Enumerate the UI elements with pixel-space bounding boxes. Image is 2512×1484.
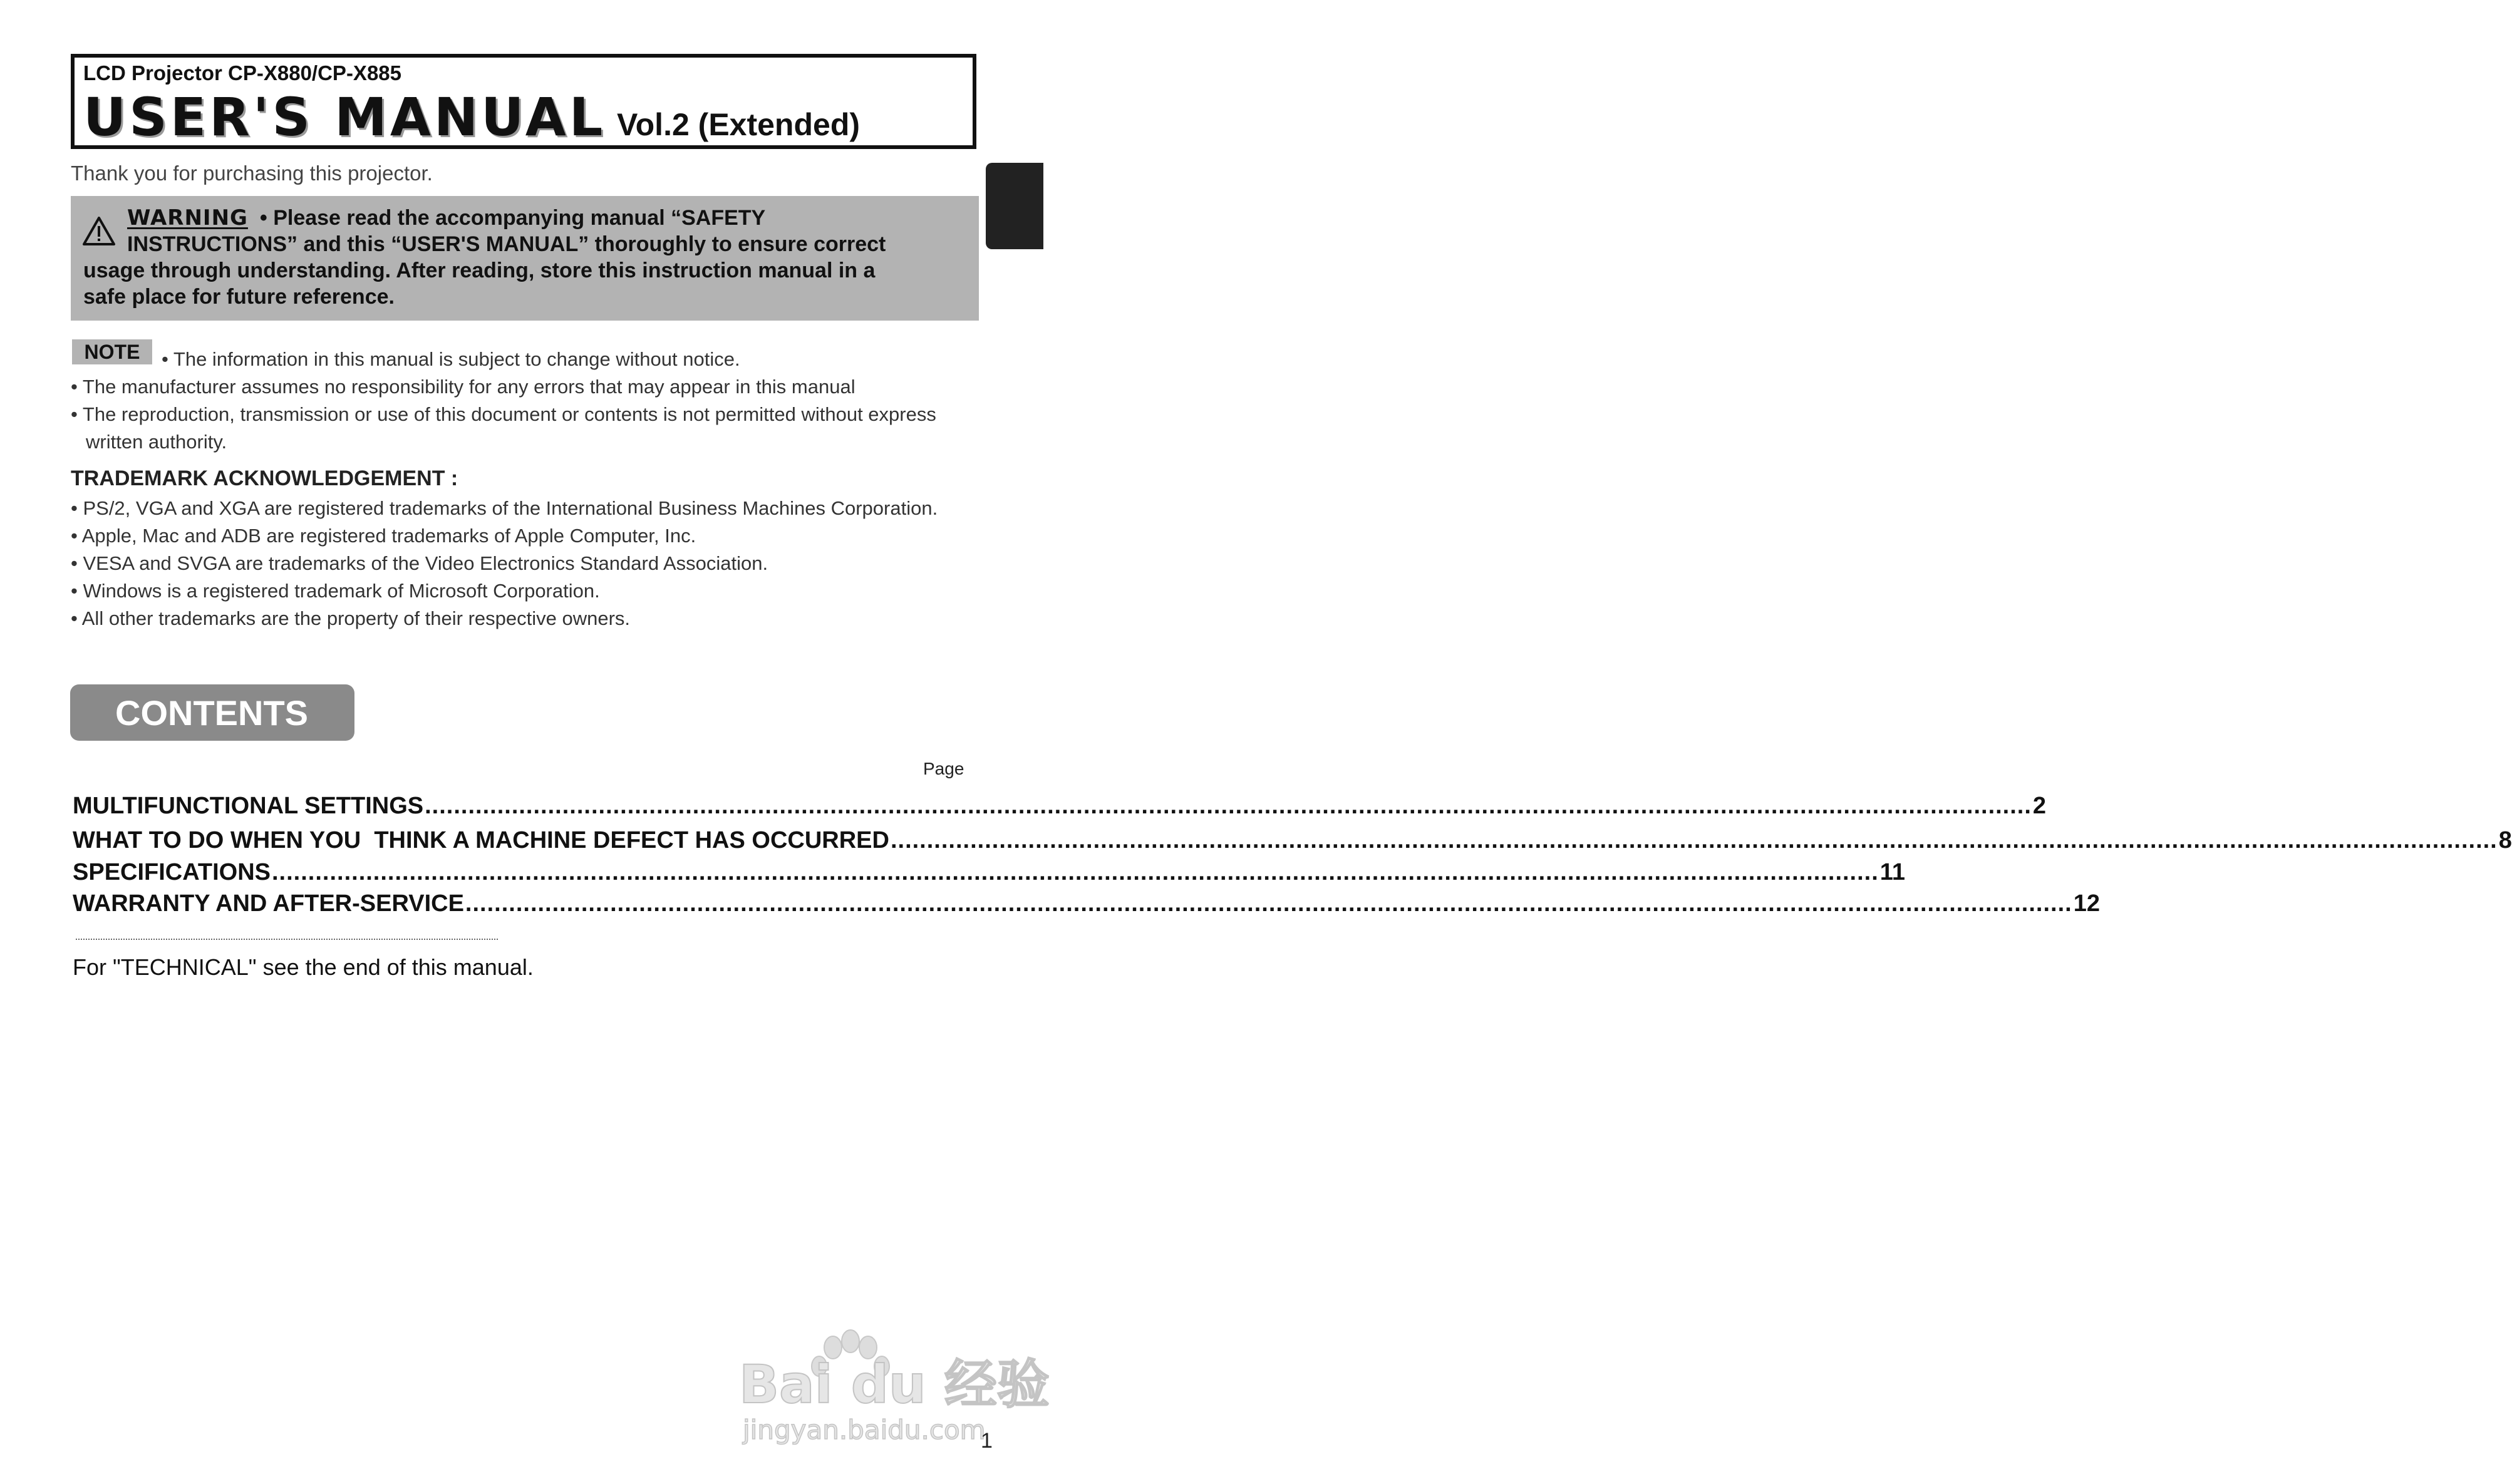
toc-entry-title: WHAT TO DO WHEN YOU THINK A MACHINE DEFECT HAS OCCURRED — [73, 827, 889, 853]
toc-entry[interactable] — [73, 793, 2047, 820]
note-item: • The information in this manual is subject to change without notice. — [162, 348, 740, 370]
toc-entry-page: 12 — [2073, 890, 2100, 917]
toc-entry-title: SPECIFICATIONS — [73, 859, 271, 885]
trademark-item: • Apple, Mac and ADB are registered trademarks of Apple Computer, Inc. — [71, 525, 696, 547]
toc-entry[interactable] — [73, 890, 2100, 917]
toc-entry-page: 8 — [2498, 827, 2512, 853]
watermark-brand: Bai du 经验 — [739, 1354, 1050, 1415]
trademark-item: • VESA and SVGA are trademarks of the Video Electronics Standard Association. — [71, 552, 768, 574]
product-line: LCD Projector CP-X880/CP-X885 — [83, 61, 402, 85]
note-item: • The reproduction, transmission or use of this document or contents is not permitted without express — [71, 403, 936, 425]
main-title: USER'S MANUAL — [83, 86, 606, 148]
warning-box — [71, 196, 979, 321]
trademark-heading: TRADEMARK ACKNOWLEDGEMENT : — [71, 466, 458, 490]
page-column-label: Page — [923, 759, 964, 778]
toc-separator — [76, 939, 498, 940]
warning-line-1: • Please read the accompanying manual “SAFETY — [259, 206, 766, 230]
section-edge-tab — [986, 163, 1043, 249]
thanks-text: Thank you for purchasing this projector. — [71, 162, 433, 185]
toc-leader-dots — [891, 827, 2498, 854]
warning-line-3: usage through understanding. After reading, store this instruction manual in a — [83, 259, 876, 282]
toc-entry-page: 2 — [2032, 793, 2047, 819]
technical-note: For "TECHNICAL" see the end of this manual. — [73, 954, 534, 980]
warning-text — [83, 205, 966, 310]
toc-leader-dots — [465, 890, 2072, 917]
toc-entry-page: 11 — [1879, 859, 1905, 885]
page-number: 1 — [981, 1429, 993, 1453]
title-box — [71, 54, 976, 149]
watermark-url: jingyan.baidu.com — [743, 1414, 986, 1445]
trademark-item: • All other trademarks are the property of their respective owners. — [71, 607, 631, 629]
toc-leader-dots — [425, 793, 2032, 820]
warning-label: WARNING — [127, 205, 248, 230]
warning-line-2: INSTRUCTIONS” and this “USER'S MANUAL” thoroughly to ensure correct — [127, 232, 886, 256]
toc-entry[interactable] — [73, 859, 1905, 886]
volume-label: Vol.2 (Extended) — [617, 107, 861, 142]
trademark-item: • Windows is a registered trademark of Microsoft Corporation. — [71, 580, 600, 602]
baidu-watermark-logo — [739, 1327, 1050, 1446]
toc-entry[interactable] — [73, 827, 2512, 854]
note-item: • The manufacturer assumes no responsibility for any errors that may appear in this manual — [71, 376, 855, 398]
note-item-continuation: written authority. — [86, 431, 227, 453]
trademark-item: • PS/2, VGA and XGA are registered trademarks of the International Business Machines Corporation. — [71, 497, 938, 519]
note-badge: NOTE — [72, 339, 152, 364]
toc-entry-title: WARRANTY AND AFTER-SERVICE — [73, 890, 464, 917]
contents-heading: CONTENTS — [70, 684, 354, 741]
toc-entry-title: MULTIFUNCTIONAL SETTINGS — [73, 793, 424, 819]
warning-line-4: safe place for future reference. — [83, 285, 395, 309]
toc-leader-dots — [272, 859, 1879, 886]
